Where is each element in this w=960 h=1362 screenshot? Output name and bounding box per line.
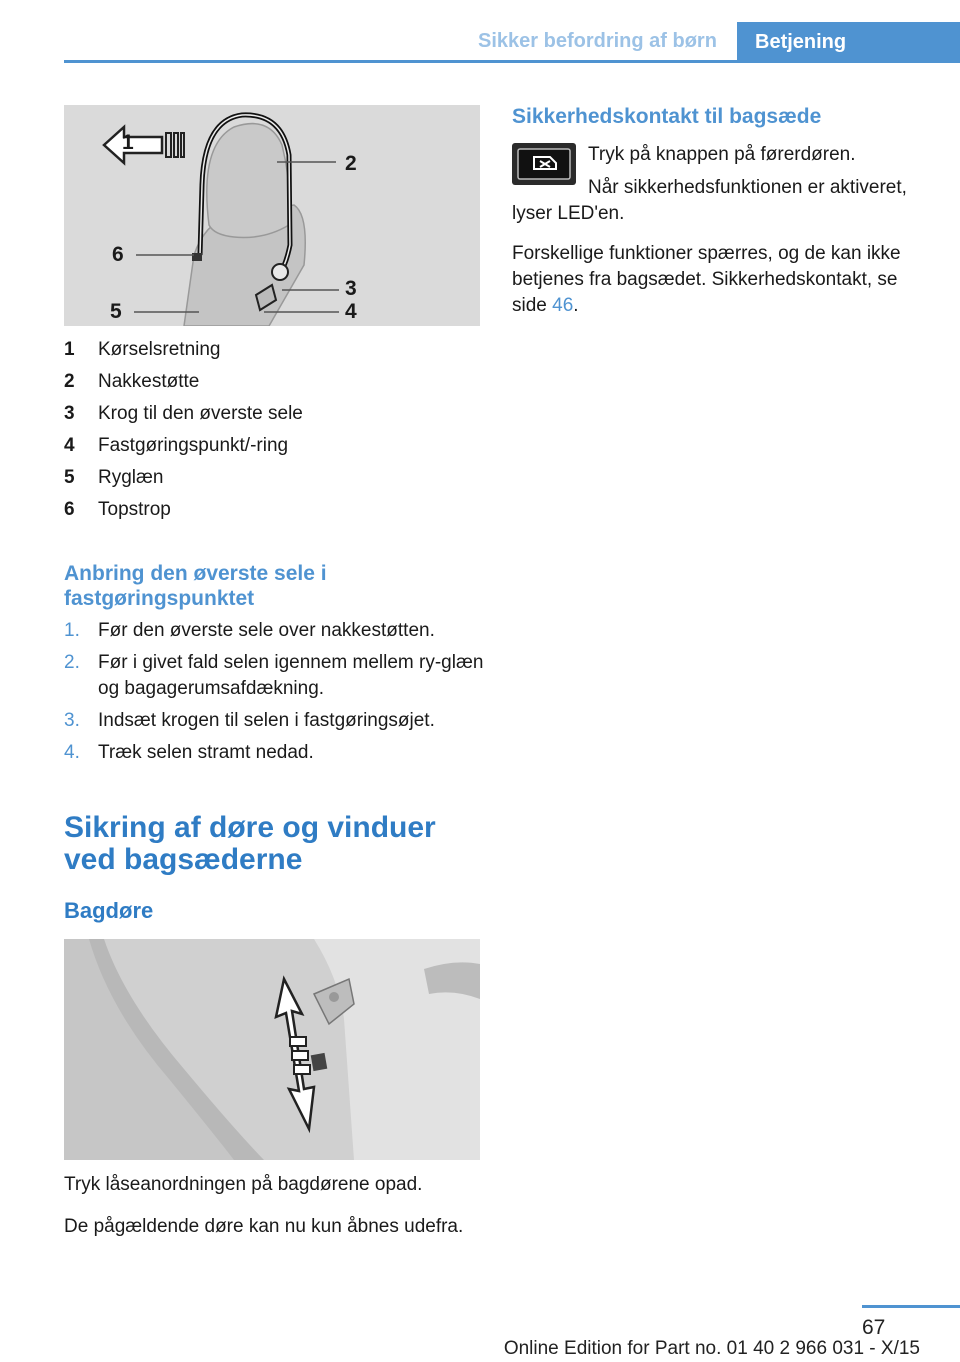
- safety-switch-heading: Sikkerhedskontakt til bagsæde: [512, 105, 822, 128]
- page-reference-link[interactable]: 46: [552, 295, 574, 316]
- legend-item: [64, 338, 484, 370]
- step-text: Indsæt krogen til selen i fastgøringsøjet.: [98, 710, 435, 731]
- legend-item: [64, 498, 484, 530]
- section-title: Sikring af døre og vinduer ved bagsæderne: [64, 811, 436, 876]
- legend-number: 1: [64, 339, 75, 360]
- rear-doors-heading: Bagdøre: [64, 898, 154, 923]
- safety-switch-line-2-text: Når sikkerhedsfunktionen er aktiveret, lyser LED'en.: [512, 177, 907, 224]
- step-text: Før i givet fald selen igennem mellem ry-glæn og bagagerumsafdækning.: [98, 652, 484, 699]
- step-item: [64, 740, 484, 766]
- safety-switch-paragraph: [512, 241, 932, 319]
- step-number: 1.: [64, 620, 80, 641]
- legend-item: [64, 466, 484, 498]
- legend-label: Krog til den øverste sele: [98, 403, 303, 424]
- safety-switch-para-text: Forskellige funktioner spærres, og de kan ikke betjenes fra bagsædet. Sikkerhedskontakt, se side: [512, 243, 901, 316]
- header-section-title: Sikker befordring af børn: [478, 30, 717, 52]
- rear-doors-text-1: Tryk låseanordningen på bagdørene opad.: [64, 1174, 423, 1195]
- footer-rule: [862, 1305, 960, 1308]
- rear-doors-text-2: De pågældende døre kan nu kun åbnes udefra.: [64, 1216, 464, 1237]
- step-text: Træk selen stramt nedad.: [98, 742, 314, 763]
- callout-2: 2: [345, 152, 357, 175]
- callout-5: 5: [110, 300, 122, 323]
- step-number: 3.: [64, 710, 80, 731]
- page-number: 67: [862, 1316, 886, 1339]
- safety-switch-line-1: Tryk på knappen på førerdøren.: [588, 144, 856, 165]
- anchor-heading: Anbring den øverste sele i fastgøringspunktet: [64, 562, 327, 610]
- legend-number: 3: [64, 403, 75, 424]
- callout-1: 1: [122, 131, 134, 154]
- step-number: 2.: [64, 652, 80, 673]
- legend-number: 4: [64, 435, 75, 456]
- step-item: [64, 618, 484, 644]
- figure-legend: [64, 338, 484, 530]
- legend-item: [64, 402, 484, 434]
- legend-label: Ryglæn: [98, 467, 164, 488]
- instruction-steps: [64, 618, 484, 772]
- step-item: [64, 650, 484, 702]
- legend-item: [64, 434, 484, 466]
- legend-label: Fastgøringspunkt/-ring: [98, 435, 289, 456]
- edition-note: Online Edition for Part no. 01 40 2 966 031 - X/15: [503, 1338, 920, 1359]
- callout-6: 6: [112, 243, 124, 266]
- legend-number: 2: [64, 371, 75, 392]
- legend-number: 5: [64, 467, 75, 488]
- legend-number: 6: [64, 499, 75, 520]
- callout-3: 3: [345, 277, 357, 300]
- legend-label: Kørselsretning: [98, 339, 221, 360]
- headrest-tether-figure: [64, 105, 480, 326]
- safety-switch-para-end: .: [573, 295, 579, 316]
- rear-door-lock-figure: [64, 939, 480, 1160]
- header-rule: [64, 60, 960, 63]
- step-text: Før den øverste sele over nakkestøtten.: [98, 620, 435, 641]
- step-item: [64, 708, 484, 734]
- safety-switch-line-2: [512, 175, 932, 227]
- legend-item: [64, 370, 484, 402]
- legend-label: Nakkestøtte: [98, 371, 200, 392]
- header-chapter-tab: Betjening: [737, 22, 960, 60]
- legend-label: Topstrop: [98, 499, 171, 520]
- step-number: 4.: [64, 742, 80, 763]
- callout-4: 4: [345, 300, 357, 323]
